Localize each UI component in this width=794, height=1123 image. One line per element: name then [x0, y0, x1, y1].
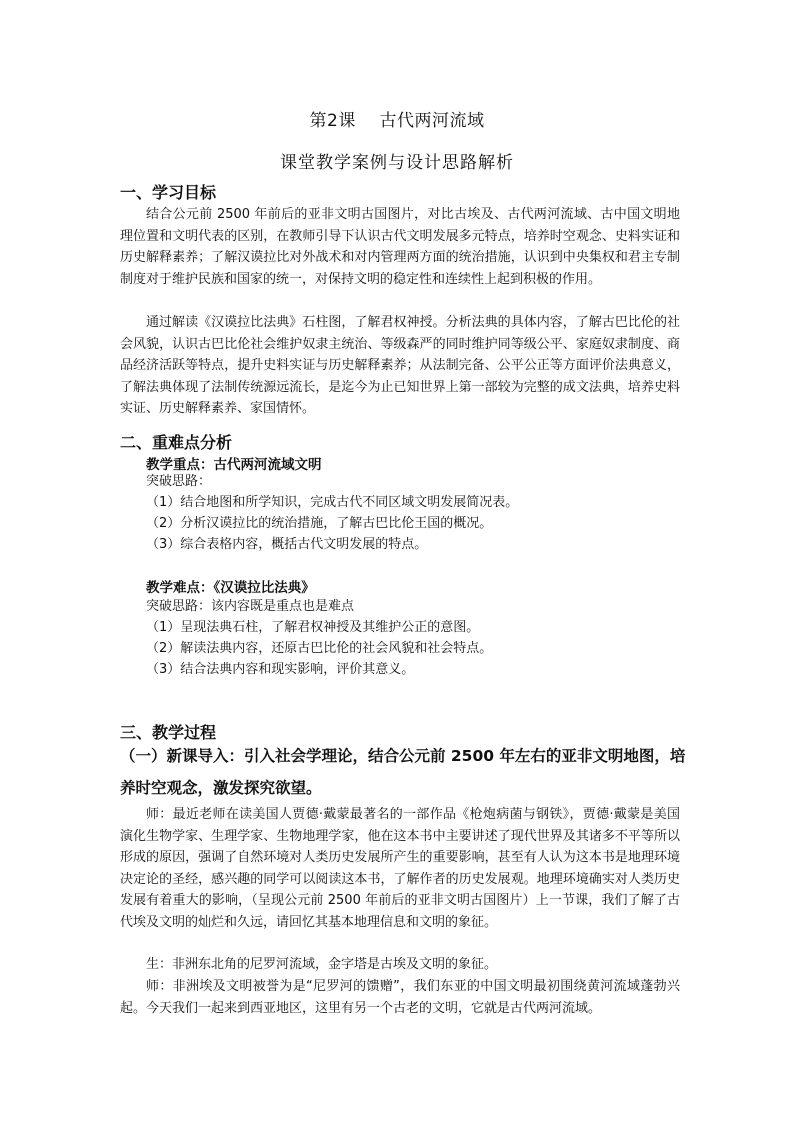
key-item-1: （1）结合地图和所学知识，完成古代不同区域文明发展简况表。 [146, 495, 519, 510]
section-heading-objectives: 一、学习目标 [120, 183, 217, 202]
objectives-paragraph-2: 通过解读《汉谟拉比法典》石柱图，了解君权神授。分析法典的具体内容，了解古巴比伦的社会风貌，认识古巴比伦社会维护奴隶主统治、等级森严的同时维护同等级公平、家庭奴隶制度、商品经济活跃等特点，提升史料实证与历史解释素养；从法制完备、公平公正等方面评价法典意义，了解法典体现了法制传统源远流长，是迄今为止已知世界上第一部较为完整的成文法典，培养史料实证、历史解释素养、家国情怀。 [120, 315, 680, 416]
difficult-item-3: （3）结合法典内容和现实影响，评价其意义。 [146, 662, 415, 677]
process-paragraph-2: 生：非洲东北角的尼罗河流域，金字塔是古埃及文明的象征。 [146, 957, 498, 972]
objectives-paragraph-1: 结合公元前 2500 年前后的亚非文明古国图片，对比古埃及、古代两河流域、古中国文明地理位置和文明代表的区别，在教师引导下认识古代文明发展多元特点，培养时空观念、史料实证和历史解释素养；了解汉谟拉比对外战术和对内管理两方面的统治措施，认识到中央集权和君主专制制度对于维护民族和国家的统一，对保持文明的稳定性和连续性上起到积极的作用。 [120, 207, 680, 287]
section-heading-key-points: 二、重难点分析 [120, 433, 233, 452]
difficult-approach-label: 突破思路：该内容既是重点也是难点 [146, 599, 355, 614]
key-approach-label: 突破思路： [146, 474, 212, 489]
key-item-3: （3）综合表格内容，概括古代文明发展的特点。 [146, 537, 428, 552]
difficult-item-1: （1）呈现法典石柱，了解君权神授及其维护公正的意图。 [146, 620, 480, 635]
difficult-point-label: 教学难点：《汉谟拉比法典》 [146, 580, 315, 596]
section-heading-process: 三、教学过程 [120, 723, 217, 742]
key-item-2: （2）分析汉谟拉比的统治措施，了解古巴比伦王国的概况。 [146, 516, 493, 531]
lesson-title: 第2课 古代两河流域 [309, 111, 485, 131]
process-paragraph-3: 师：非洲埃及文明被誉为是“尼罗河的馈赠”，我们东亚的中国文明最初围绕黄河流域蓬勃兴起。今天我们一起来到西亚地区，这里有另一个古老的文明，它就是古代两河流域。 [120, 979, 680, 1016]
difficult-item-2: （2）解读法典内容，还原古巴比伦的社会风貌和社会特点。 [146, 641, 493, 656]
key-point-label: 教学重点：古代两河流域文明 [146, 457, 322, 473]
intro-heading: （一）新课导入：引入社会学理论，结合公元前 2500 年左右的亚非文明地图，培养时空观念，激发探究欲望。 [120, 747, 686, 797]
page-subtitle: 课堂教学案例与设计思路解析 [280, 153, 514, 173]
process-paragraph-1: 师：最近老师在读美国人贾德·戴蒙最著名的一部作品《枪炮病菌与钢铁》，贾德·戴蒙是美国演化生物学家、生理学家、生物地理学家，他在这本书中主要讲述了现代世界及其诸多不平等所以形成的原因，强调了自然环境对人类历史发展所产生的重要影响，甚至有人认为这本书是地理环境决定论的圣经，感兴趣的同学可以阅读这本书，了解作者的历史发展观。地理环境确实对人类历史发展有着重大的影响，（呈现公元前 2500 年前后的亚非文明古国图片）上一节课，我们了解了古代埃及文明的灿烂和久远，请回忆其基本地理信息和文明的象征。 [120, 807, 680, 930]
